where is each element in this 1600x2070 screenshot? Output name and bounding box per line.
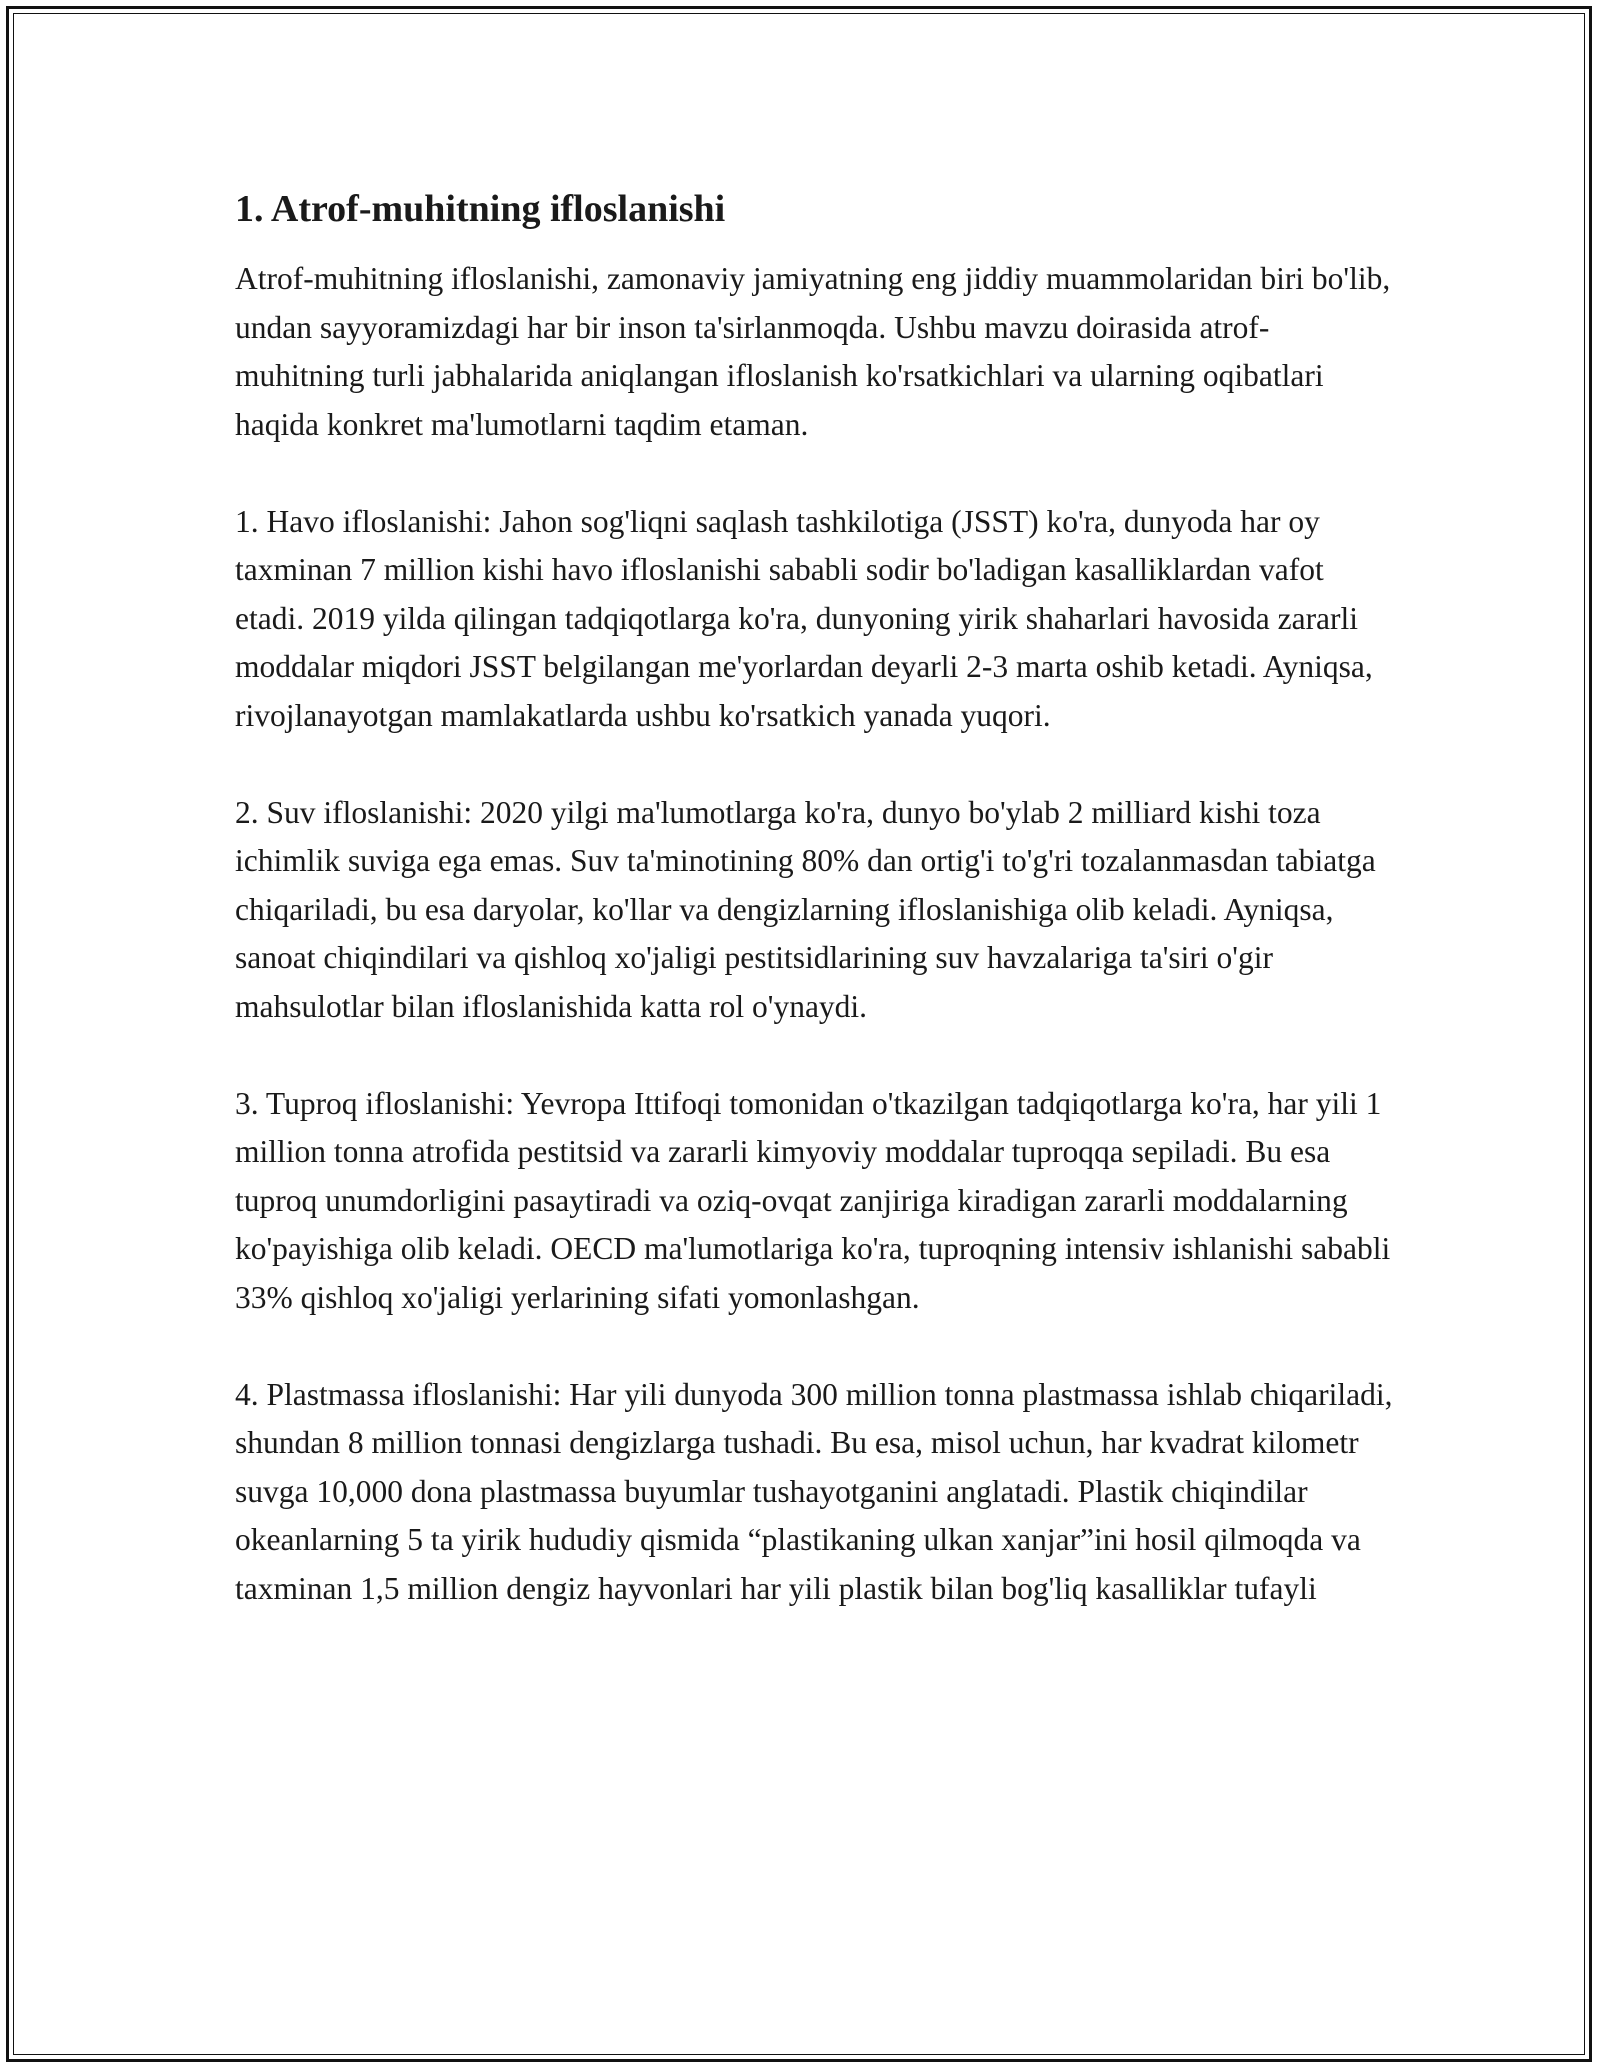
intro-paragraph: Atrof-muhitning ifloslanishi, zamonaviy jamiyatning eng jiddiy muammolaridan biri bo'lib, undan sayyoramizdagi har bir inson ta'sirlanmoqda. Ushbu mavzu doirasida atrof-muhitning turli jabhalarida aniqlangan ifloslanish ko'rsatkichlari va ularning oqibatlari haqida konkret ma'lumotlarni taqdim etaman. — [235, 261, 1391, 442]
document-body — [235, 185, 1395, 1613]
plastic-pollution-paragraph: 4. Plastmassa ifloslanishi: Har yili dunyoda 300 million tonna plastmassa ishlab chiqariladi, shundan 8 million tonnasi dengizlarga tushadi. Bu esa, misol uchun, har kvadrat kilometr suvga 10,000 dona plastmassa buyumlar tushayotganini anglatadi. Plastik chiqindilar okeanlarning 5 ta yirik hududiy qismida “plastikaning ulkan xanjar”ini hosil qilmoqda va taxminan 1,5 million dengiz hayvonlari har yili plastik bilan bog'liq kasalliklar tufayli — [235, 1376, 1393, 1606]
soil-pollution-paragraph: 3. Tuproq ifloslanishi: Yevropa Ittifoqi tomonidan o'tkazilgan tadqiqotlarga ko'ra, har yili 1 million tonna atrofida pestitsid va zararli kimyoviy moddalar tuproqqa sepiladi. Bu esa tuproq unumdorligini pasaytiradi va oziq-ovqat zanjiriga kiradigan zararli moddalarning ko'payishiga olib keladi. OECD ma'lumotlariga ko'ra, tuproqning intensiv ishlanishi sababli 33% qishloq xo'jaligi yerlarining sifati yomonlashgan. — [235, 1085, 1391, 1315]
air-pollution-paragraph: 1. Havo ifloslanishi: Jahon sog'liqni saqlash tashkilotiga (JSST) ko'ra, dunyoda har oy taxminan 7 million kishi havo ifloslanishi sababli sodir bo'ladigan kasalliklardan vafot etadi. 2019 yilda qilingan tadqiqotlarga ko'ra, dunyoning yirik shaharlari havosida zararli moddalar miqdori JSST belgilangan me'yorlardan deyarli 2-3 marta oshib ketadi. Ayniqsa, rivojlanayotgan mamlakatlarda ushbu ko'rsatkich yanada yuqori. — [235, 503, 1373, 733]
section-heading: 1. Atrof-muhitning ifloslanishi — [235, 188, 726, 230]
water-pollution-paragraph: 2. Suv ifloslanishi: 2020 yilgi ma'lumotlarga ko'ra, dunyo bo'ylab 2 milliard kishi toza ichimlik suviga ega emas. Suv ta'minotining 80% dan ortig'i to'g'ri tozalanmasdan tabiatga chiqariladi, bu esa daryolar, ko'llar va dengizlarning ifloslanishiga olib keladi. Ayniqsa, sanoat chiqindilari va qishloq xo'jaligi pestitsidlarining suv havzalariga ta'siri o'gir mahsulotlar bilan ifloslanishida katta rol o'ynaydi. — [235, 794, 1376, 1024]
